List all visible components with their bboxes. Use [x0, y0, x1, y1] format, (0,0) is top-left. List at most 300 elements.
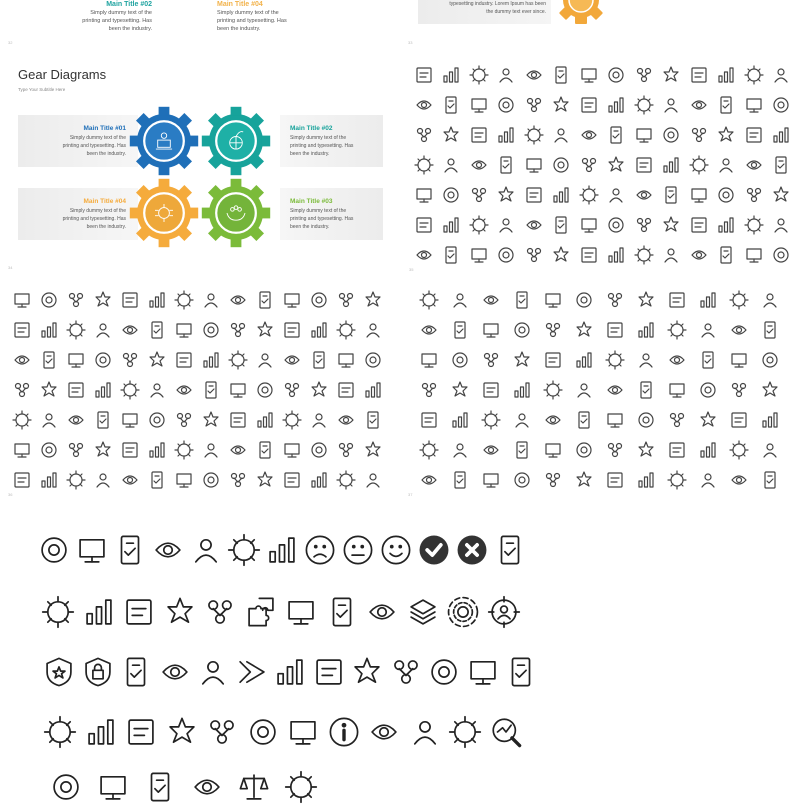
discussion-table-icon — [225, 533, 263, 567]
eco-globe-hand-icon — [277, 770, 324, 804]
info-box-title: Main Title #04 — [83, 198, 126, 205]
business-line-icon — [713, 150, 741, 180]
business-line-icon — [630, 90, 658, 120]
slide-number: 37 — [408, 492, 413, 497]
business-line-icon — [475, 465, 506, 495]
business-line-icon — [116, 315, 143, 345]
item-text-line: printing and typesetting. Has — [82, 18, 152, 24]
business-line-icon — [537, 285, 568, 315]
business-line-icon — [332, 315, 359, 345]
business-line-icon — [520, 180, 548, 210]
business-line-icon — [575, 240, 603, 270]
business-line-icon — [740, 210, 768, 240]
business-line-icon — [537, 375, 568, 405]
business-line-icon — [685, 210, 713, 240]
business-line-icon — [305, 465, 332, 495]
mobile-tap-check-icon — [445, 715, 486, 749]
checklist-clipboard-icon — [73, 533, 111, 567]
business-line-icon — [475, 315, 506, 345]
business-line-icon — [332, 435, 359, 465]
gear-orange-icon — [555, 0, 607, 32]
business-line-icon — [197, 405, 224, 435]
business-line-icon — [630, 375, 661, 405]
business-line-icon — [8, 285, 35, 315]
business-line-icon — [35, 435, 62, 465]
user-select-hand-icon — [281, 595, 322, 629]
business-line-icon — [224, 405, 251, 435]
business-line-icon — [444, 345, 475, 375]
slide-number: 35 — [409, 267, 414, 272]
business-line-icon — [685, 150, 713, 180]
business-line-icon — [278, 345, 305, 375]
gear-blue-person-desk-icon — [128, 105, 200, 177]
business-line-icon — [438, 90, 466, 120]
business-line-icon — [723, 315, 754, 345]
info-box-01 — [18, 115, 138, 167]
business-line-icon — [575, 210, 603, 240]
business-line-icon — [661, 345, 692, 375]
business-line-icon — [332, 345, 359, 375]
business-line-icon — [444, 285, 475, 315]
business-line-icon — [224, 285, 251, 315]
business-line-icon — [438, 210, 466, 240]
business-line-icon — [754, 465, 785, 495]
business-line-icon — [754, 375, 785, 405]
idea-gear-bulb-icon — [310, 655, 349, 689]
business-line-icon — [599, 465, 630, 495]
business-line-icon — [332, 285, 359, 315]
business-line-icon — [548, 180, 576, 210]
business-line-icon — [520, 210, 548, 240]
large-icon-row-4 — [40, 715, 526, 749]
business-line-icon — [89, 405, 116, 435]
business-line-icon — [413, 315, 444, 345]
business-line-icon — [754, 405, 785, 435]
business-line-icon — [35, 405, 62, 435]
page-subtitle: Type Your Subtitle Here — [18, 87, 66, 92]
business-line-icon — [143, 375, 170, 405]
business-line-icon — [575, 90, 603, 120]
business-line-icon — [89, 465, 116, 495]
business-line-icon — [116, 285, 143, 315]
business-line-icon — [493, 240, 521, 270]
icon-grid — [410, 60, 795, 270]
business-line-icon — [410, 240, 438, 270]
business-line-icon — [8, 315, 35, 345]
business-line-icon — [599, 435, 630, 465]
info-box-title: Main Title #01 — [83, 125, 126, 132]
business-line-icon — [713, 240, 741, 270]
info-box-03 — [280, 188, 383, 240]
business-line-icon — [630, 285, 661, 315]
business-line-icon — [278, 435, 305, 465]
business-line-icon — [62, 465, 89, 495]
business-line-icon — [768, 90, 796, 120]
business-line-icon — [143, 405, 170, 435]
business-line-icon — [661, 465, 692, 495]
business-line-icon — [692, 345, 723, 375]
info-box-text: Simply dummy text of the printing and typesetting. Has been the industry. — [62, 135, 126, 157]
business-line-icon — [548, 240, 576, 270]
business-line-icon — [520, 60, 548, 90]
business-line-icon — [603, 60, 631, 90]
business-line-icon — [658, 60, 686, 90]
meeting-people-chat-icon — [149, 533, 187, 567]
business-line-icon — [603, 120, 631, 150]
business-line-icon — [116, 465, 143, 495]
slide-35-icon-grid — [405, 55, 800, 275]
business-line-icon — [685, 240, 713, 270]
business-line-icon — [568, 285, 599, 315]
text-line: the dummy text ever since. — [486, 9, 546, 15]
slide-32 — [0, 0, 395, 50]
business-line-icon — [410, 150, 438, 180]
business-line-icon — [740, 60, 768, 90]
business-line-icon — [658, 120, 686, 150]
business-line-icon — [493, 150, 521, 180]
business-line-icon — [359, 405, 386, 435]
info-box-02 — [280, 115, 383, 167]
business-line-icon — [548, 120, 576, 150]
business-line-icon — [658, 240, 686, 270]
business-line-icon — [740, 150, 768, 180]
business-line-icon — [630, 60, 658, 90]
business-line-icon — [630, 180, 658, 210]
business-line-icon — [62, 405, 89, 435]
business-line-icon — [413, 375, 444, 405]
icon-grid — [8, 285, 386, 495]
business-line-icon — [224, 315, 251, 345]
business-line-icon — [170, 375, 197, 405]
business-line-icon — [475, 285, 506, 315]
business-line-icon — [465, 150, 493, 180]
business-line-icon — [438, 120, 466, 150]
target-user-icon — [484, 595, 525, 629]
business-line-icon — [410, 120, 438, 150]
business-line-icon — [537, 405, 568, 435]
business-line-icon — [630, 405, 661, 435]
contract-handshake-icon — [263, 533, 301, 567]
business-line-icon — [768, 240, 796, 270]
item-title: Main Title #04 — [217, 1, 263, 8]
slide-32-item-04 — [217, 1, 297, 33]
happy-face-icon — [377, 533, 415, 567]
business-line-icon — [692, 435, 723, 465]
business-line-icon — [723, 345, 754, 375]
business-line-icon — [493, 120, 521, 150]
business-line-icon — [197, 285, 224, 315]
data-analysis-chart-icon — [81, 715, 122, 749]
business-line-icon — [493, 90, 521, 120]
x-circle-icon — [453, 533, 491, 567]
business-line-icon — [224, 435, 251, 465]
business-line-icon — [251, 375, 278, 405]
business-line-icon — [548, 210, 576, 240]
business-line-icon — [740, 180, 768, 210]
business-line-icon — [520, 120, 548, 150]
info-box-04 — [18, 188, 138, 240]
business-line-icon — [603, 180, 631, 210]
slide-number: 32 — [8, 40, 13, 45]
business-line-icon — [537, 435, 568, 465]
business-line-icon — [143, 285, 170, 315]
gear-growth-clock-icon — [243, 715, 284, 749]
business-line-icon — [520, 90, 548, 120]
business-line-icon — [438, 60, 466, 90]
business-line-icon — [599, 405, 630, 435]
business-line-icon — [568, 405, 599, 435]
chat-bubbles-icon — [348, 655, 387, 689]
business-line-icon — [438, 240, 466, 270]
clipboard-approved-icon — [38, 595, 79, 629]
slide-32-item-02 — [80, 1, 152, 33]
business-line-icon — [768, 180, 796, 210]
business-line-icon — [661, 405, 692, 435]
business-line-icon — [332, 405, 359, 435]
business-line-icon — [278, 375, 305, 405]
business-line-icon — [692, 315, 723, 345]
business-line-icon — [413, 465, 444, 495]
revenue-growth-chart-icon — [194, 655, 233, 689]
business-line-icon — [537, 465, 568, 495]
icon-grid — [413, 285, 785, 495]
info-circle-icon — [324, 715, 365, 749]
business-line-icon — [224, 465, 251, 495]
business-line-icon — [278, 405, 305, 435]
business-line-icon — [170, 315, 197, 345]
info-box-title: Main Title #02 — [290, 125, 333, 132]
business-line-icon — [548, 90, 576, 120]
sales-funnel-icon — [200, 595, 241, 629]
hands-target-icon — [425, 655, 464, 689]
business-line-icon — [359, 435, 386, 465]
report-analysis-icon — [271, 655, 310, 689]
business-line-icon — [143, 465, 170, 495]
business-line-icon — [444, 315, 475, 345]
business-line-icon — [692, 405, 723, 435]
business-line-icon — [305, 375, 332, 405]
business-line-icon — [116, 345, 143, 375]
info-box-text: Simply dummy text of the printing and typesetting. Has been the industry. — [290, 135, 354, 157]
business-line-icon — [359, 345, 386, 375]
business-line-icon — [661, 435, 692, 465]
gear-cycle-icon — [443, 595, 484, 629]
business-line-icon — [506, 375, 537, 405]
slide-33-textbox — [418, 0, 551, 24]
business-line-icon — [410, 90, 438, 120]
business-line-icon — [493, 180, 521, 210]
business-line-icon — [62, 315, 89, 345]
business-line-icon — [35, 465, 62, 495]
item-text-line: been the industry. — [108, 26, 152, 32]
slide-number: 33 — [408, 40, 413, 45]
business-line-icon — [143, 345, 170, 375]
puzzle-pieces-icon — [241, 595, 282, 629]
business-line-icon — [599, 375, 630, 405]
business-line-icon — [278, 285, 305, 315]
business-line-icon — [568, 345, 599, 375]
team-approval-icon — [362, 595, 403, 629]
business-line-icon — [575, 150, 603, 180]
business-line-icon — [768, 210, 796, 240]
business-line-icon — [251, 465, 278, 495]
business-line-icon — [305, 315, 332, 345]
business-line-icon — [658, 180, 686, 210]
business-line-icon — [568, 435, 599, 465]
business-line-icon — [143, 315, 170, 345]
business-line-icon — [170, 435, 197, 465]
business-line-icon — [251, 345, 278, 375]
business-line-icon — [713, 180, 741, 210]
business-line-icon — [224, 345, 251, 375]
business-line-icon — [506, 405, 537, 435]
business-line-icon — [251, 405, 278, 435]
business-line-icon — [603, 210, 631, 240]
business-line-icon — [62, 375, 89, 405]
business-line-icon — [475, 405, 506, 435]
business-line-icon — [170, 465, 197, 495]
business-line-icon — [251, 285, 278, 315]
business-line-icon — [35, 285, 62, 315]
check-circle-icon — [415, 533, 453, 567]
speaker-podium-icon — [42, 770, 89, 804]
business-line-icon — [599, 315, 630, 345]
business-line-icon — [723, 285, 754, 315]
business-line-icon — [359, 465, 386, 495]
business-line-icon — [506, 345, 537, 375]
business-line-icon — [630, 345, 661, 375]
business-line-icon — [475, 345, 506, 375]
business-line-icon — [116, 405, 143, 435]
business-line-icon — [575, 60, 603, 90]
business-line-icon — [305, 345, 332, 375]
business-line-icon — [723, 375, 754, 405]
search-analytics-icon — [486, 715, 527, 749]
business-line-icon — [197, 435, 224, 465]
business-line-icon — [475, 435, 506, 465]
business-line-icon — [89, 345, 116, 375]
presentation-list-icon — [283, 715, 324, 749]
global-network-people-icon — [119, 595, 160, 629]
text-line: typesetting industry. Lorem Ipsum has been — [449, 1, 546, 7]
business-line-icon — [410, 180, 438, 210]
business-line-icon — [143, 435, 170, 465]
business-line-icon — [465, 240, 493, 270]
feedback-like-icon — [502, 655, 541, 689]
target-team-stars-icon — [35, 533, 73, 567]
business-line-icon — [359, 375, 386, 405]
business-line-icon — [305, 405, 332, 435]
business-line-icon — [444, 435, 475, 465]
business-line-icon — [465, 210, 493, 240]
creative-mind-icon — [387, 655, 426, 689]
presentation-board-pie-icon — [111, 533, 149, 567]
business-line-icon — [438, 150, 466, 180]
item-text-line: Simply dummy text of the — [217, 10, 279, 16]
slide-number: 36 — [8, 492, 13, 497]
business-line-icon — [630, 315, 661, 345]
business-line-icon — [197, 375, 224, 405]
business-line-icon — [661, 285, 692, 315]
document-search-icon — [160, 595, 201, 629]
business-line-icon — [630, 210, 658, 240]
business-line-icon — [444, 375, 475, 405]
question-chat-icon — [322, 595, 363, 629]
shield-lock-icon — [79, 655, 118, 689]
business-line-icon — [8, 405, 35, 435]
forward-arrows-icon — [233, 655, 272, 689]
business-line-icon — [603, 240, 631, 270]
business-line-icon — [410, 210, 438, 240]
balance-scale-icon — [230, 770, 277, 804]
business-line-icon — [599, 285, 630, 315]
large-icon-row-5 — [42, 770, 324, 804]
business-line-icon — [723, 465, 754, 495]
business-line-icon — [8, 345, 35, 375]
security-search-icon — [79, 595, 120, 629]
business-line-icon — [568, 465, 599, 495]
business-line-icon — [713, 90, 741, 120]
business-line-icon — [713, 120, 741, 150]
business-line-icon — [630, 435, 661, 465]
business-line-icon — [89, 375, 116, 405]
business-line-icon — [506, 315, 537, 345]
business-line-icon — [35, 345, 62, 375]
layers-stack-icon — [403, 595, 444, 629]
business-line-icon — [197, 465, 224, 495]
business-line-icon — [35, 375, 62, 405]
folder-check-icon — [364, 715, 405, 749]
business-line-icon — [197, 345, 224, 375]
gear-teal-globe-plant-icon — [200, 105, 272, 177]
business-line-icon — [116, 375, 143, 405]
business-line-icon — [658, 150, 686, 180]
business-line-icon — [444, 405, 475, 435]
business-line-icon — [62, 345, 89, 375]
business-line-icon — [278, 315, 305, 345]
item-text-line: Simply dummy text of the — [90, 10, 152, 16]
large-icon-row-1 — [35, 533, 529, 567]
server-search-gear-icon — [121, 715, 162, 749]
business-line-icon — [465, 180, 493, 210]
business-line-icon — [537, 315, 568, 345]
business-line-icon — [251, 315, 278, 345]
business-line-icon — [768, 60, 796, 90]
gear-orange-brain-circuit-icon — [128, 177, 200, 249]
business-line-icon — [685, 120, 713, 150]
business-line-icon — [413, 345, 444, 375]
business-line-icon — [413, 285, 444, 315]
page-title: Gear Diagrams — [18, 67, 107, 82]
business-line-icon — [520, 240, 548, 270]
business-line-icon — [506, 465, 537, 495]
business-line-icon — [692, 375, 723, 405]
target-arrow-icon — [464, 655, 503, 689]
business-line-icon — [661, 375, 692, 405]
business-line-icon — [305, 285, 332, 315]
business-line-icon — [723, 405, 754, 435]
business-line-icon — [8, 375, 35, 405]
business-line-icon — [170, 285, 197, 315]
business-line-icon — [305, 435, 332, 465]
business-line-icon — [740, 120, 768, 150]
business-line-icon — [575, 180, 603, 210]
large-icon-row-3 — [40, 655, 541, 689]
business-line-icon — [332, 375, 359, 405]
business-line-icon — [413, 405, 444, 435]
slide-34-gear-diagrams — [0, 55, 395, 275]
slide-37-icon-grid — [405, 280, 800, 500]
